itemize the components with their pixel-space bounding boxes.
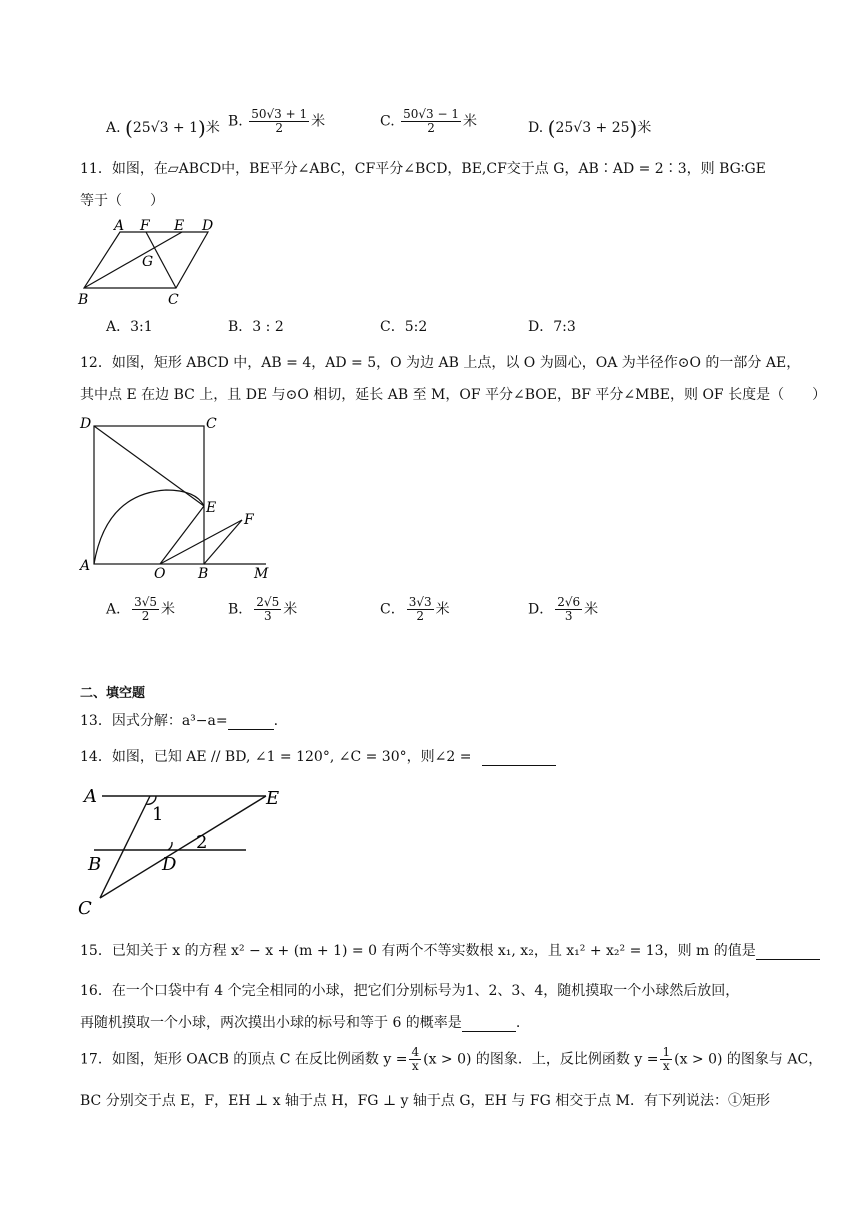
q11-line1: 11．如图，在▱ABCD中，BE平分∠ABC，CF平分∠BCD，BE,CF交于点 G，AB∶AD = 2∶3，则 BG∶GE <box>80 161 766 177</box>
q11-c-label: C． <box>380 319 405 335</box>
q12-option-b <box>228 596 297 623</box>
q14-label-d: D <box>162 854 177 875</box>
q17-f2-num: 1 <box>662 1045 671 1059</box>
q14-label-c: C <box>78 898 92 919</box>
q14-text: 14．如图，已知 AE // BD, ∠1 = 120°, ∠C = 30°，则∠2 = <box>80 749 472 765</box>
q14 <box>80 746 556 766</box>
q11-c-text: 5:2 <box>404 319 428 335</box>
q11-option-a <box>106 316 153 336</box>
q12-c-label: C． <box>380 601 405 618</box>
q11-label-f: F <box>140 218 150 234</box>
q12-label-f: F <box>244 512 254 528</box>
q12-c-num: 3√3 <box>408 595 432 609</box>
q10-a-unit: 米 <box>205 120 220 136</box>
q12-line2: 其中点 E 在边 BC 上，且 DE 与⊙O 相切，延长 AB 至 M，OF 平分∠BOE，BF 平分∠MBE，则 OF 长度是（ ） <box>80 387 827 403</box>
q12-b-unit: 米 <box>283 601 298 618</box>
q16-line2 <box>80 1012 520 1032</box>
q13-text: 13．因式分解：a³−a= <box>80 713 228 729</box>
q12-label-d: D <box>80 416 92 432</box>
q12-a-num: 3√5 <box>134 595 158 609</box>
q12-b-num: 2√5 <box>256 595 280 609</box>
q11-option-c <box>380 316 427 336</box>
q12-line1: 12．如图，矩形 ABCD 中，AB = 4，AD = 5，O 为边 AB 上点，以 O 为圆心，OA 为半径作⊙O 的一部分 AE， <box>80 355 801 371</box>
q11-option-b <box>228 316 284 336</box>
q16-end: . <box>515 1015 521 1031</box>
q10-b-num: 50√3 + 1 <box>251 107 308 121</box>
q10-b-unit: 米 <box>311 113 326 130</box>
q15 <box>80 940 820 960</box>
q11-label-a: A <box>114 218 125 234</box>
q14-label-b: B <box>88 854 102 875</box>
q12-label-a: A <box>80 558 91 574</box>
q17-line2: BC 分别交于点 E，F，EH ⊥ x 轴于点 H，FG ⊥ y 轴于点 G，EH 与 FG 相交于点 M．有下列说法：①矩形 <box>80 1093 771 1109</box>
q11-line2: 等于（ ） <box>80 193 164 209</box>
q11-d-text: 7:3 <box>553 319 576 335</box>
q17-p3: (x > 0) 的图象与 AC， <box>674 1051 823 1068</box>
q10-c-label: C. <box>380 113 395 130</box>
q16-line1: 16．在一个口袋中有 4 个完全相同的小球，把它们分别标号为1、2、3、4，随机摸取一个小球然后放回， <box>80 983 740 999</box>
q14-label-1: 1 <box>152 804 164 825</box>
q11-a-label: A． <box>106 319 131 335</box>
q10-a-expr: 25√3 + 1 <box>132 120 199 136</box>
q11-label-b: B <box>78 292 89 306</box>
q12-option-c <box>380 596 450 623</box>
q11-b-label: B． <box>228 319 253 335</box>
q17-p2: (x > 0) 的图象．上，反比例函数 y = <box>423 1051 659 1068</box>
q10-c-den: 2 <box>427 121 435 136</box>
q10-option-a: A. (25√3 + 1)米 <box>106 116 220 140</box>
q12-label-m: M <box>254 566 269 582</box>
q17-f1-den: x <box>411 1059 419 1074</box>
q10-option-b <box>228 108 325 135</box>
q12-b-den: 3 <box>263 609 272 624</box>
q10-a-label: A. <box>106 120 121 136</box>
section-title: 二、填空题 <box>80 686 146 701</box>
q12-option-d <box>528 596 598 623</box>
q12-d-den: 3 <box>564 609 573 624</box>
q12-label-b: B <box>198 566 209 582</box>
q15-blank <box>756 945 820 960</box>
q12-label-c: C <box>206 416 217 432</box>
q12-label-o: O <box>154 566 166 582</box>
q12-label-e: E <box>206 500 217 516</box>
q11-b-text: 3 : 2 <box>252 319 284 335</box>
q14-label-e: E <box>266 788 280 809</box>
q10-c-num: 50√3 − 1 <box>403 107 459 121</box>
q11-label-g: G <box>142 254 154 270</box>
q15-text: 15．已知关于 x 的方程 x² − x + (m + 1) = 0 有两个不等实数根 x₁, x₂，且 x₁² + x₂² = 13，则 m 的值是 <box>80 943 756 959</box>
q17-p1: 17．如图，矩形 OACB 的顶点 C 在反比例函数 y = <box>80 1051 408 1068</box>
q12-c-unit: 米 <box>435 601 450 618</box>
q10-d-label: D. <box>528 120 544 136</box>
q11-a-text: 3:1 <box>130 319 153 335</box>
q11-d-label: D． <box>528 319 554 335</box>
q10-option-d: D. (25√3 + 25)米 <box>528 116 652 140</box>
q12-option-a <box>106 596 175 623</box>
q10-d-unit: 米 <box>637 120 652 136</box>
q10-c-unit: 米 <box>463 113 477 130</box>
q16-line2-text: 再随机摸取一个小球，两次摸出小球的标号和等于 6 的概率是 <box>80 1015 462 1031</box>
q14-blank <box>482 751 556 766</box>
q12-d-unit: 米 <box>584 601 599 618</box>
q12-a-unit: 米 <box>161 601 176 618</box>
q16-blank <box>462 1017 516 1032</box>
q11-label-e: E <box>174 218 185 234</box>
q17-line1 <box>80 1046 822 1073</box>
q11-label-d: D <box>202 218 214 234</box>
q11-label-c: C <box>168 292 179 306</box>
q14-figure <box>76 780 296 920</box>
q10-b-label: B. <box>228 113 243 130</box>
q12-d-label: D． <box>528 601 554 618</box>
q14-label-a: A <box>84 786 97 807</box>
q17-f1-num: 4 <box>411 1045 420 1059</box>
q12-b-label: B． <box>228 601 253 618</box>
q17-f2-den: x <box>662 1059 670 1074</box>
q10-b-den: 2 <box>275 121 283 136</box>
q12-d-num: 2√6 <box>557 595 581 609</box>
q10-d-expr: 25√3 + 25 <box>555 120 630 136</box>
q13 <box>80 710 278 730</box>
q13-end: . <box>273 713 279 729</box>
q10-option-c <box>380 108 477 135</box>
q11-figure <box>76 216 226 306</box>
q12-a-label: A． <box>106 601 131 618</box>
q14-label-2: 2 <box>196 832 208 853</box>
q12-figure <box>76 412 276 582</box>
q12-a-den: 2 <box>141 609 150 624</box>
q12-c-den: 2 <box>416 609 424 624</box>
q11-option-d <box>528 316 576 336</box>
q13-blank <box>228 715 274 730</box>
